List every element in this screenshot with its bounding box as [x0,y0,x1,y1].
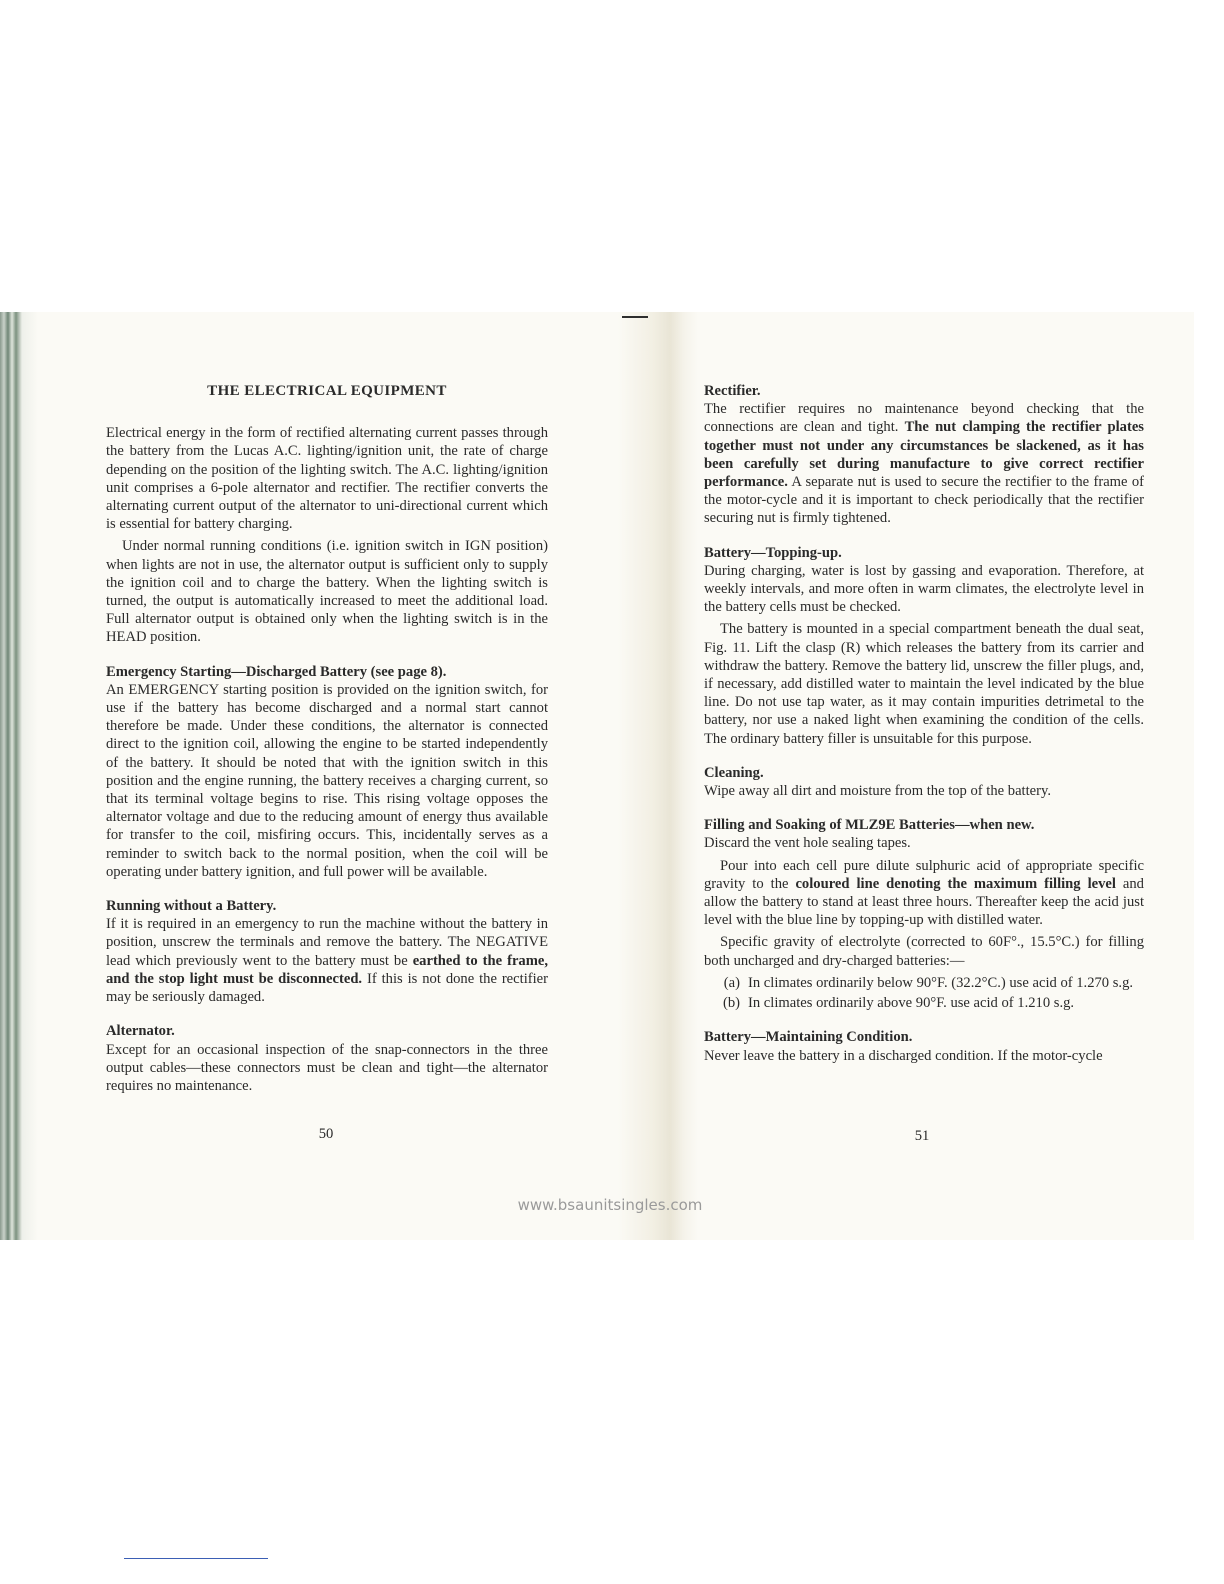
page-number-right: 51 [914,1128,930,1144]
filling-paragraph-1: Discard the vent hole sealing tapes. [704,835,911,852]
emergency-starting-paragraph: An EMERGENCY starting position is provided on the ignition switch, for use if the battery has become discharged and a normal start cannot therefore be made. Under these conditions, the alternator is connected direct to the ignition coil, allowing the engine to be started independently of the battery. It should be noted that with the ignition switch in this position and the engine running, the battery receives a charging current, so that its terminal voltage begins to rise. This rising voltage opposes the alternator voltage and due to the reducing amount of energy thus available for transfer to the coil, misfiring occurs. This, incidentally serves as a reminder to switch back to the normal position, when the coil will be operating under battery ignition, and full power will be available. [106,681,548,880]
intro-paragraph-2: Under normal running conditions (i.e. ignition switch in IGN position) when lights are not in use, the alternator output is sufficient only to supply the ignition coil and to charge the battery. When the lighting switch is turned, the output is automatically increased to meet the additional load. Full alternator output is obtained only when the lighting switch is in the HEAD position. [106,538,548,646]
bottom-rule [124,1558,268,1559]
running-without-battery-paragraph [106,915,548,1006]
alternator-heading: Alternator. [106,1023,175,1040]
watermark-link[interactable]: www.bsaunitsingles.com [517,1196,703,1214]
filling-text-b: and allow the battery to stand at least three hours. Thereafter keep the acid just level with the blue line by topping-up with distilled water. [704,875,1144,929]
intro-paragraph-1: Electrical energy in the form of rectified alternating current passes through the battery from the Lucas A.C. lighting/ignition unit, the rate of charge depending on the position of the lighting switch. The A.C. lighting/ignition unit comprises a 6-pole alternator and rectifier. The rectifier converts the alternating current output of the alternator to uni-directional current which is essential for battery charging. [106,425,548,533]
topping-up-paragraph-2: The battery is mounted in a special compartment beneath the dual seat, Fig. 11. Lift the clasp (R) which releases the battery from its carrier and withdraw the battery. Remove the battery lid, unscrew the filler plugs, and, if necessary, add distilled water to maintain the level indicated by the blue line. Do not use tap water, as it may contain impurities detrimetal to the battery, nor use a naked light when examining the condition of the cells. The ordinary battery filler is unsuitable for this purpose. [704,621,1144,747]
filling-paragraph-2 [704,857,1144,930]
topping-up-heading: Battery—Topping-up. [704,544,842,561]
rectifier-text-bold: The nut clamping the rectifier plates together must not under any circumstances be slackened, as it has been carefully set during manufacture to give correct rectifier performance. [704,419,1144,491]
rectifier-heading: Rectifier. [704,383,761,399]
running-without-battery-heading: Running without a Battery. [106,898,277,915]
rectifier-paragraph [704,400,1144,527]
list-marker: (a) [723,974,740,991]
book-edge [0,312,38,1240]
left-page [106,382,548,1099]
running-text-a: If it is required in an emergency to run the machine without the battery in position, unscrew the terminals and remove the battery. The NEGATIVE lead which previously went to the battery must be [106,916,548,969]
rectifier-text-b: A separate nut is used to secure the rectifier to the frame of the motor-cycle and it is important to check periodically that the rectifier securing nut is firmly tightened. [704,474,1144,527]
rectifier-text-a: The rectifier requires no maintenance beyond checking that the connections are clean and tight. [704,401,1144,436]
list-text: In climates ordinarily above 90°F. use acid of 1.210 s.g. [748,995,1075,1012]
running-text-bold: earthed to the frame, and the stop light must be disconnected. [106,952,548,987]
page-number-left: 50 [318,1126,334,1142]
book-gutter [618,312,698,1240]
list-text: In climates ordinarily below 90°F. (32.2°C.) use acid of 1.270 s.g. [748,974,1134,991]
running-text-b: If this is not done the rectifier may be seriously damaged. [106,970,549,1006]
filling-paragraph-3: Specific gravity of electrolyte (corrected to 60F°., 15.5°C.) for filling both uncharged and dry-charged batteries:— [704,934,1144,969]
topping-up-paragraph-1: During charging, water is lost by gassing and evaporation. Therefore, at weekly intervals, and more often in warm climates, the electrolyte level in the battery cells must be checked. [704,562,1144,616]
maintaining-condition-paragraph: Never leave the battery in a discharged condition. If the motor-cycle [704,1047,1103,1064]
alternator-paragraph: Except for an occasional inspection of the snap-connectors in the three output cables—these connectors must be clean and tight—the alternator requires no maintenance. [106,1041,548,1094]
cleaning-paragraph: Wipe away all dirt and moisture from the top of the battery. [704,783,1051,800]
emergency-starting-heading: Emergency Starting—Discharged Battery (see page 8). [106,663,447,680]
cleaning-heading: Cleaning. [704,764,764,781]
filling-text-a: Pour into each cell pure dilute sulphuric acid of appropriate specific gravity to the [704,857,1144,892]
list-marker: (b) [722,995,740,1012]
right-page [704,382,1144,1069]
list-item [704,974,1144,992]
maintaining-condition-heading: Battery—Maintaining Condition. [704,1029,913,1046]
gutter-mark [622,316,648,318]
filling-text-bold: coloured line denoting the maximum filling level [795,875,1116,892]
filling-heading: Filling and Soaking of MLZ9E Batteries—when new. [704,817,1035,834]
list-item [704,994,1144,1012]
page-title: THE ELECTRICAL EQUIPMENT [207,383,447,399]
